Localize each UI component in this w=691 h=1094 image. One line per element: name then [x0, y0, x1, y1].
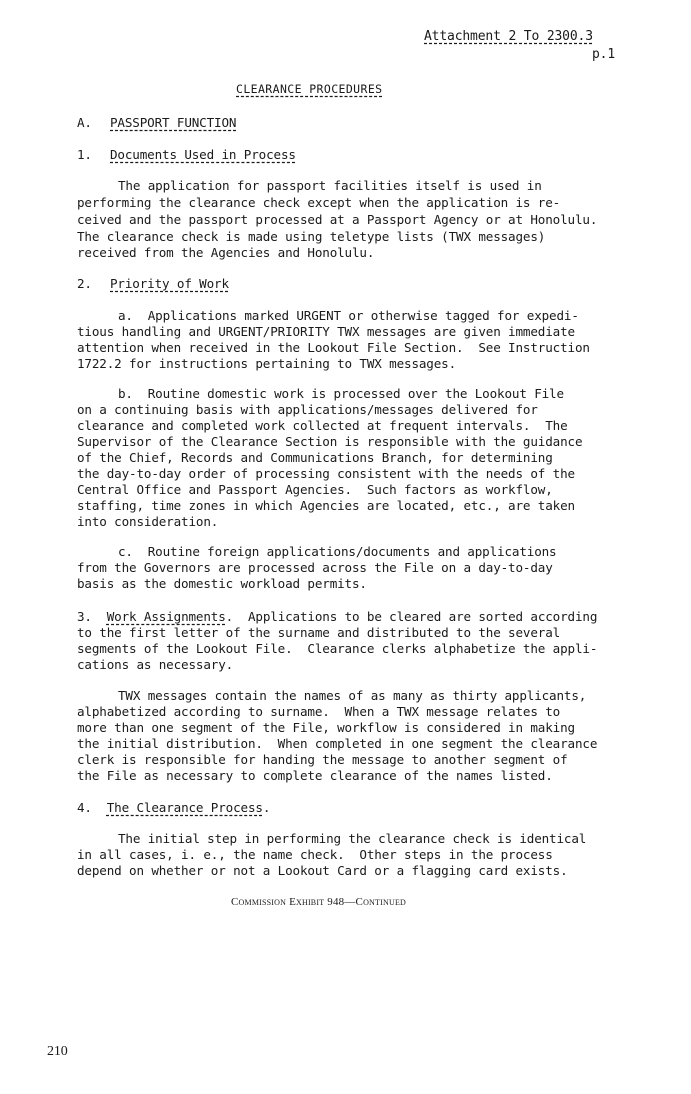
item-3-number: 3.: [77, 609, 92, 624]
item-2c-text-line: from the Governors are processed across the File on a day-to-day: [77, 560, 553, 575]
item-2b-text-line: staffing, time zones in which Agencies are located, etc., are taken: [77, 498, 575, 513]
item-4-lead-text: .: [262, 800, 271, 815]
item-1-text-line: The clearance check is made using teletype lists (TWX messages): [77, 229, 546, 244]
item-4-text-line: The initial step in performing the clearance check is identical: [118, 831, 587, 846]
item-2a-text-line: 1722.2 for instructions pertaining to TWX messages.: [77, 356, 457, 371]
item-1-text-line: The application for passport facilities itself is used in: [118, 178, 542, 193]
item-1-heading: Documents Used in Process: [110, 147, 296, 162]
item-2b-text-line: on a continuing basis with applications/messages delivered for: [77, 402, 538, 417]
item-2a-text-line: tious handling and URGENT/PRIORITY TWX messages are given immediate: [77, 324, 575, 339]
item-3-twx-text-line: more than one segment of the File, workflow is considered in making: [77, 720, 575, 735]
item-1-text-line: received from the Agencies and Honolulu.: [77, 245, 375, 260]
item-4-lead-line: [77, 800, 270, 815]
item-4-heading: The Clearance Process: [106, 800, 263, 815]
item-1-text-line: performing the clearance check except when the application is re-: [77, 195, 561, 210]
section-a-heading: PASSPORT FUNCTION: [110, 115, 237, 130]
item-2-heading: Priority of Work: [110, 276, 229, 291]
item-2b-text-line: Central Office and Passport Agencies. Such factors as workflow,: [77, 482, 553, 497]
item-2b-text-line: Supervisor of the Clearance Section is responsible with the guidance: [77, 434, 583, 449]
item-3-text-line: cations as necessary.: [77, 657, 234, 672]
item-4-number: 4.: [77, 800, 92, 815]
item-3-lead-line: [77, 609, 597, 624]
exhibit-caption: Commission Exhibit 948—Continued: [231, 896, 407, 908]
item-3-twx-text-line: the initial distribution. When completed in one segment the clearance: [77, 736, 598, 751]
item-2b-text-line: b. Routine domestic work is processed over the Lookout File: [118, 386, 564, 401]
item-4-text-line: depend on whether or not a Lookout Card or a flagging card exists.: [77, 863, 568, 878]
item-1-text-line: ceived and the passport processed at a Passport Agency or at Honolulu.: [77, 212, 598, 227]
item-1-number: 1.: [77, 147, 92, 162]
item-3-twx-text-line: alphabetized according to surname. When a TWX message relates to: [77, 704, 561, 719]
page-title: CLEARANCE PROCEDURES: [236, 82, 383, 96]
item-2a-text-line: a. Applications marked URGENT or otherwise tagged for expedi-: [118, 308, 579, 323]
item-2c-text-line: c. Routine foreign applications/documents and applications: [118, 544, 557, 559]
item-3-twx-text-line: clerk is responsible for handing the message to another segment of: [77, 752, 568, 767]
item-2b-text-line: clearance and completed work collected at frequent intervals. The: [77, 418, 568, 433]
item-3-lead-text: . Applications to be cleared are sorted according: [225, 609, 598, 624]
item-2b-text-line: into consideration.: [77, 514, 219, 529]
item-3-twx-text-line: TWX messages contain the names of as many as thirty applicants,: [118, 688, 587, 703]
item-3-heading: Work Assignments: [106, 609, 226, 624]
attachment-reference: Attachment 2 To 2300.3: [424, 29, 593, 44]
item-3-twx-text-line: the File as necessary to complete clearance of the names listed.: [77, 768, 553, 783]
item-4-text-line: in all cases, i. e., the name check. Other steps in the process: [77, 847, 553, 862]
item-2b-text-line: the day-to-day order of processing consistent with the needs of the: [77, 466, 575, 481]
item-2-number: 2.: [77, 276, 92, 291]
item-3-text-line: to the first letter of the surname and distributed to the several: [77, 625, 561, 640]
item-3-text-line: segments of the Lookout File. Clearance clerks alphabetize the appli-: [77, 641, 598, 656]
item-2a-text-line: attention when received in the Lookout File Section. See Instruction: [77, 340, 590, 355]
page-marker: p.1: [592, 47, 616, 62]
page-number: 210: [47, 1044, 68, 1059]
item-2b-text-line: of the Chief, Records and Communications Branch, for determining: [77, 450, 553, 465]
item-2c-text-line: basis as the domestic workload permits.: [77, 576, 367, 591]
section-a-label: A.: [77, 115, 92, 130]
